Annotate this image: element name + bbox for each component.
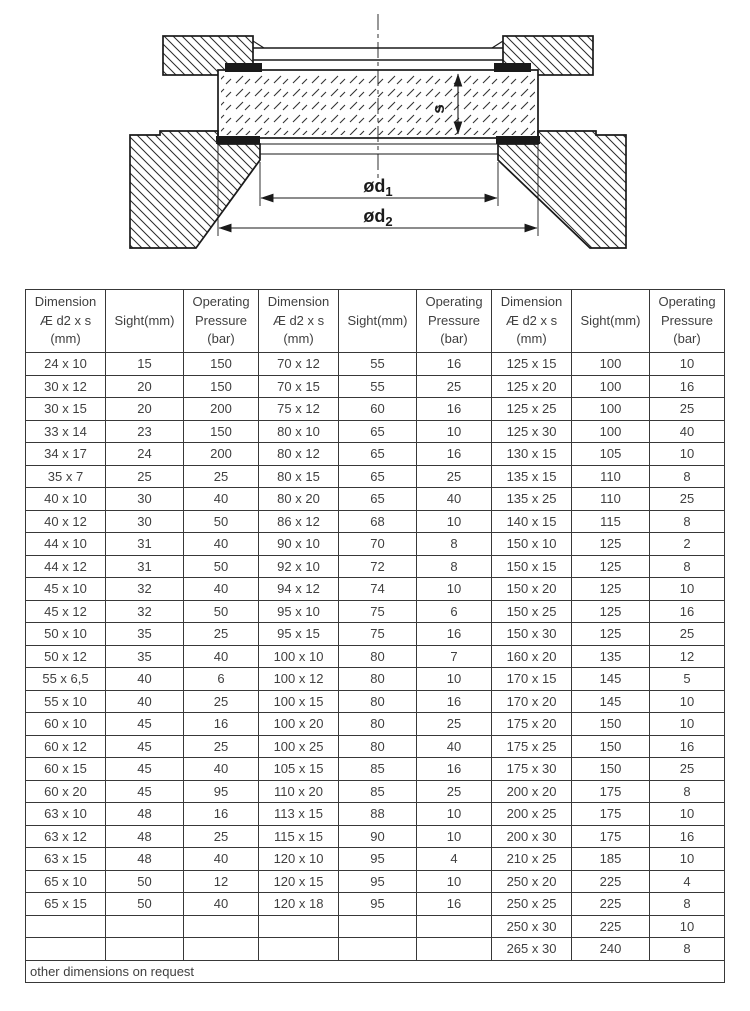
table-cell: 10 bbox=[417, 870, 492, 893]
table-cell bbox=[417, 915, 492, 938]
table-cell: 80 bbox=[339, 713, 417, 736]
table-cell: 16 bbox=[417, 758, 492, 781]
table-cell: 225 bbox=[572, 893, 650, 916]
table-cell: 5 bbox=[650, 668, 725, 691]
table-cell: 45 bbox=[106, 713, 184, 736]
table-cell: 125 bbox=[572, 600, 650, 623]
table-cell: 55 bbox=[339, 353, 417, 376]
table-cell: 100 x 15 bbox=[259, 690, 339, 713]
table-cell: 63 x 12 bbox=[26, 825, 106, 848]
table-cell: 34 x 17 bbox=[26, 443, 106, 466]
table-cell: 31 bbox=[106, 555, 184, 578]
table-cell: 48 bbox=[106, 848, 184, 871]
table-cell bbox=[259, 938, 339, 961]
table-cell: 16 bbox=[417, 893, 492, 916]
table-row bbox=[26, 690, 725, 713]
table-cell: 70 x 15 bbox=[259, 375, 339, 398]
table-cell: 25 bbox=[184, 825, 259, 848]
table-footer bbox=[26, 960, 725, 982]
table-cell: 32 bbox=[106, 600, 184, 623]
label-d2: $ød_2$ bbox=[363, 206, 393, 229]
table-row bbox=[26, 353, 725, 376]
table-cell: 100 x 25 bbox=[259, 735, 339, 758]
table-cell: 100 bbox=[572, 398, 650, 421]
table-cell: 175 bbox=[572, 825, 650, 848]
table-cell: 60 x 15 bbox=[26, 758, 106, 781]
table-cell: 80 x 20 bbox=[259, 488, 339, 511]
table-cell: 8 bbox=[650, 555, 725, 578]
table-cell: 80 x 15 bbox=[259, 465, 339, 488]
footer-row bbox=[26, 960, 725, 982]
table-cell: 125 x 15 bbox=[492, 353, 572, 376]
table-cell: 44 x 12 bbox=[26, 555, 106, 578]
table-cell: 8 bbox=[650, 510, 725, 533]
table-cell: 40 bbox=[184, 848, 259, 871]
table-cell: 115 x 15 bbox=[259, 825, 339, 848]
table-cell: 80 x 12 bbox=[259, 443, 339, 466]
table-cell: 150 x 25 bbox=[492, 600, 572, 623]
table-cell: 55 x 10 bbox=[26, 690, 106, 713]
table-cell: 25 bbox=[184, 465, 259, 488]
table-cell: 55 x 6,5 bbox=[26, 668, 106, 691]
table-row bbox=[26, 443, 725, 466]
table-cell: 130 x 15 bbox=[492, 443, 572, 466]
table-cell: 16 bbox=[184, 713, 259, 736]
table-cell: 225 bbox=[572, 870, 650, 893]
table-cell bbox=[184, 915, 259, 938]
table-cell: 35 bbox=[106, 645, 184, 668]
table-cell: 25 bbox=[184, 690, 259, 713]
table-cell: 100 x 12 bbox=[259, 668, 339, 691]
table-cell: 16 bbox=[650, 375, 725, 398]
table-row bbox=[26, 870, 725, 893]
table-cell: 10 bbox=[417, 420, 492, 443]
table-cell: 120 x 18 bbox=[259, 893, 339, 916]
table-cell: 185 bbox=[572, 848, 650, 871]
table-cell: 110 bbox=[572, 488, 650, 511]
table-cell: 10 bbox=[650, 443, 725, 466]
table-cell: 200 x 25 bbox=[492, 803, 572, 826]
table-cell: 150 bbox=[184, 353, 259, 376]
table-cell: 40 bbox=[650, 420, 725, 443]
table-cell bbox=[26, 915, 106, 938]
table-cell: 4 bbox=[417, 848, 492, 871]
table-cell: 30 x 12 bbox=[26, 375, 106, 398]
table-cell: 72 bbox=[339, 555, 417, 578]
table-cell: 94 x 12 bbox=[259, 578, 339, 601]
table-cell: 40 bbox=[184, 533, 259, 556]
table-cell: 25 bbox=[650, 398, 725, 421]
table-cell: 35 x 7 bbox=[26, 465, 106, 488]
table-cell: 10 bbox=[650, 353, 725, 376]
table-cell: 65 x 15 bbox=[26, 893, 106, 916]
table-cell: 10 bbox=[417, 803, 492, 826]
table-cell: 125 x 30 bbox=[492, 420, 572, 443]
table-cell: 10 bbox=[417, 668, 492, 691]
table-cell: 8 bbox=[650, 465, 725, 488]
table-cell: 135 x 15 bbox=[492, 465, 572, 488]
table-cell: 145 bbox=[572, 690, 650, 713]
table-cell bbox=[339, 938, 417, 961]
table-cell: 120 x 15 bbox=[259, 870, 339, 893]
table-cell: 150 bbox=[184, 420, 259, 443]
table-cell: 40 bbox=[184, 758, 259, 781]
table-cell: 10 bbox=[417, 825, 492, 848]
table-cell: 15 bbox=[106, 353, 184, 376]
table-row bbox=[26, 938, 725, 961]
table-cell: 60 x 20 bbox=[26, 780, 106, 803]
table-cell: 8 bbox=[650, 780, 725, 803]
table-cell: 31 bbox=[106, 533, 184, 556]
table-row bbox=[26, 803, 725, 826]
table-row bbox=[26, 668, 725, 691]
table-row bbox=[26, 780, 725, 803]
table-cell: 160 x 20 bbox=[492, 645, 572, 668]
table-row bbox=[26, 465, 725, 488]
table-row bbox=[26, 375, 725, 398]
table-cell: 63 x 15 bbox=[26, 848, 106, 871]
table-cell: 63 x 10 bbox=[26, 803, 106, 826]
table-cell: 80 bbox=[339, 690, 417, 713]
table-cell: 100 x 20 bbox=[259, 713, 339, 736]
table-cell: 10 bbox=[650, 848, 725, 871]
table-cell: 8 bbox=[417, 533, 492, 556]
table-cell: 40 bbox=[106, 690, 184, 713]
table-cell: 25 bbox=[417, 375, 492, 398]
table-cell: 48 bbox=[106, 825, 184, 848]
table-cell: 4 bbox=[650, 870, 725, 893]
table-cell: 70 x 12 bbox=[259, 353, 339, 376]
table-cell: 50 bbox=[184, 555, 259, 578]
table-row bbox=[26, 735, 725, 758]
table-cell: 50 bbox=[106, 870, 184, 893]
table-cell: 24 x 10 bbox=[26, 353, 106, 376]
table-cell: 45 bbox=[106, 735, 184, 758]
table-cell: 60 x 10 bbox=[26, 713, 106, 736]
table-cell: 175 x 20 bbox=[492, 713, 572, 736]
table-cell: 175 bbox=[572, 780, 650, 803]
table-row bbox=[26, 510, 725, 533]
table-cell: 100 bbox=[572, 375, 650, 398]
table-cell: 16 bbox=[417, 623, 492, 646]
table-cell: 60 bbox=[339, 398, 417, 421]
table-cell: 150 x 10 bbox=[492, 533, 572, 556]
table-cell: 12 bbox=[184, 870, 259, 893]
table-cell: 48 bbox=[106, 803, 184, 826]
table-cell: 95 x 15 bbox=[259, 623, 339, 646]
dimension-d1 bbox=[260, 162, 498, 206]
table-row bbox=[26, 555, 725, 578]
table-cell: 40 bbox=[106, 668, 184, 691]
table-row bbox=[26, 915, 725, 938]
col-header-dimension-3: Dimension Æ d2 x s (mm) bbox=[492, 290, 572, 353]
table-row bbox=[26, 848, 725, 871]
table-cell: 16 bbox=[417, 398, 492, 421]
table-cell: 80 bbox=[339, 735, 417, 758]
table-cell: 16 bbox=[184, 803, 259, 826]
table-cell bbox=[26, 938, 106, 961]
table-cell: 16 bbox=[650, 735, 725, 758]
table-cell: 210 x 25 bbox=[492, 848, 572, 871]
table-cell: 125 x 25 bbox=[492, 398, 572, 421]
table-cell: 90 x 10 bbox=[259, 533, 339, 556]
table-cell: 150 bbox=[572, 758, 650, 781]
table-cell: 125 x 20 bbox=[492, 375, 572, 398]
table-cell: 32 bbox=[106, 578, 184, 601]
table-cell: 8 bbox=[417, 555, 492, 578]
table-row bbox=[26, 713, 725, 736]
table-cell: 86 x 12 bbox=[259, 510, 339, 533]
table-cell: 10 bbox=[417, 510, 492, 533]
table-cell: 150 bbox=[572, 713, 650, 736]
table-cell: 250 x 30 bbox=[492, 915, 572, 938]
table-cell: 35 bbox=[106, 623, 184, 646]
table-cell: 265 x 30 bbox=[492, 938, 572, 961]
table-row bbox=[26, 398, 725, 421]
table-cell: 100 bbox=[572, 420, 650, 443]
col-header-pressure-3: Operating Pressure (bar) bbox=[650, 290, 725, 353]
table-cell: 40 x 10 bbox=[26, 488, 106, 511]
table-row bbox=[26, 825, 725, 848]
table-cell: 45 x 12 bbox=[26, 600, 106, 623]
table-cell: 200 bbox=[184, 398, 259, 421]
table-cell: 10 bbox=[650, 713, 725, 736]
table-cell bbox=[339, 915, 417, 938]
table-row bbox=[26, 758, 725, 781]
col-header-pressure-1: Operating Pressure (bar) bbox=[184, 290, 259, 353]
table-cell: 95 bbox=[339, 870, 417, 893]
table-cell: 20 bbox=[106, 398, 184, 421]
table-cell: 140 x 15 bbox=[492, 510, 572, 533]
table-cell: 40 bbox=[417, 488, 492, 511]
table-cell: 40 bbox=[417, 735, 492, 758]
table-cell: 135 x 25 bbox=[492, 488, 572, 511]
table-cell: 25 bbox=[417, 780, 492, 803]
table-cell: 16 bbox=[417, 353, 492, 376]
table-body bbox=[26, 353, 725, 961]
table-cell: 6 bbox=[417, 600, 492, 623]
table-cell: 175 x 25 bbox=[492, 735, 572, 758]
table-cell: 150 x 20 bbox=[492, 578, 572, 601]
table-cell: 8 bbox=[650, 893, 725, 916]
table-cell: 80 x 10 bbox=[259, 420, 339, 443]
table-row bbox=[26, 623, 725, 646]
table-cell: 65 bbox=[339, 488, 417, 511]
table-cell: 250 x 20 bbox=[492, 870, 572, 893]
table-cell: 175 bbox=[572, 803, 650, 826]
table-cell: 50 bbox=[106, 893, 184, 916]
table-cell: 80 bbox=[339, 645, 417, 668]
table-cell: 25 bbox=[650, 623, 725, 646]
table-cell: 120 x 10 bbox=[259, 848, 339, 871]
table-cell: 44 x 10 bbox=[26, 533, 106, 556]
table-cell: 240 bbox=[572, 938, 650, 961]
table-cell: 95 x 10 bbox=[259, 600, 339, 623]
table-cell: 150 x 30 bbox=[492, 623, 572, 646]
table-cell: 50 x 12 bbox=[26, 645, 106, 668]
table-cell: 150 x 15 bbox=[492, 555, 572, 578]
table-row bbox=[26, 578, 725, 601]
table-row bbox=[26, 600, 725, 623]
table-cell: 40 bbox=[184, 578, 259, 601]
table-cell: 95 bbox=[339, 848, 417, 871]
table-cell: 50 bbox=[184, 510, 259, 533]
table-cell: 200 x 30 bbox=[492, 825, 572, 848]
dimensions-table bbox=[25, 289, 725, 983]
table-cell: 125 bbox=[572, 555, 650, 578]
table-cell: 105 bbox=[572, 443, 650, 466]
table-cell bbox=[259, 915, 339, 938]
table-cell: 250 x 25 bbox=[492, 893, 572, 916]
table-cell: 95 bbox=[184, 780, 259, 803]
sight-glass-diagram bbox=[100, 8, 656, 260]
table-cell: 12 bbox=[650, 645, 725, 668]
table-cell: 105 x 15 bbox=[259, 758, 339, 781]
table-cell: 65 bbox=[339, 420, 417, 443]
table-cell: 68 bbox=[339, 510, 417, 533]
table-cell: 2 bbox=[650, 533, 725, 556]
table-cell: 25 bbox=[417, 465, 492, 488]
label-s: s bbox=[429, 104, 448, 114]
table-cell: 74 bbox=[339, 578, 417, 601]
table-cell: 113 x 15 bbox=[259, 803, 339, 826]
table-cell: 75 bbox=[339, 623, 417, 646]
table-cell: 150 bbox=[572, 735, 650, 758]
header-row bbox=[26, 290, 725, 353]
table-cell: 16 bbox=[417, 443, 492, 466]
table-cell: 25 bbox=[417, 713, 492, 736]
table-cell: 20 bbox=[106, 375, 184, 398]
table-cell bbox=[106, 915, 184, 938]
col-header-sight-3: Sight(mm) bbox=[572, 290, 650, 353]
table-cell: 33 x 14 bbox=[26, 420, 106, 443]
table-cell: 6 bbox=[184, 668, 259, 691]
table-cell: 45 bbox=[106, 780, 184, 803]
table-row bbox=[26, 645, 725, 668]
footer-note: other dimensions on request bbox=[26, 960, 725, 982]
table-cell: 125 bbox=[572, 533, 650, 556]
table-cell: 92 x 10 bbox=[259, 555, 339, 578]
table-cell: 90 bbox=[339, 825, 417, 848]
table-cell bbox=[184, 938, 259, 961]
table-cell: 50 x 10 bbox=[26, 623, 106, 646]
table-cell bbox=[417, 938, 492, 961]
col-header-pressure-2: Operating Pressure (bar) bbox=[417, 290, 492, 353]
table-cell: 135 bbox=[572, 645, 650, 668]
table-header bbox=[26, 290, 725, 353]
table-cell: 200 x 20 bbox=[492, 780, 572, 803]
table-cell: 45 x 10 bbox=[26, 578, 106, 601]
table-cell: 30 x 15 bbox=[26, 398, 106, 421]
table-cell: 10 bbox=[650, 690, 725, 713]
table-cell: 24 bbox=[106, 443, 184, 466]
table-cell: 110 bbox=[572, 465, 650, 488]
table-cell: 65 bbox=[339, 443, 417, 466]
table-cell: 16 bbox=[650, 825, 725, 848]
table-cell: 170 x 15 bbox=[492, 668, 572, 691]
table-cell: 30 bbox=[106, 510, 184, 533]
table-cell: 95 bbox=[339, 893, 417, 916]
table-cell: 200 bbox=[184, 443, 259, 466]
table-cell: 150 bbox=[184, 375, 259, 398]
table-cell: 10 bbox=[650, 803, 725, 826]
table-cell: 25 bbox=[184, 623, 259, 646]
table-cell bbox=[106, 938, 184, 961]
table-row bbox=[26, 420, 725, 443]
table-cell: 60 x 12 bbox=[26, 735, 106, 758]
table-cell: 80 bbox=[339, 668, 417, 691]
table-cell: 8 bbox=[650, 938, 725, 961]
table-cell: 125 bbox=[572, 623, 650, 646]
table-cell: 40 x 12 bbox=[26, 510, 106, 533]
table-cell: 70 bbox=[339, 533, 417, 556]
table-cell: 100 bbox=[572, 353, 650, 376]
table-cell: 45 bbox=[106, 758, 184, 781]
table-cell: 16 bbox=[417, 690, 492, 713]
table-cell: 55 bbox=[339, 375, 417, 398]
table-cell: 75 x 12 bbox=[259, 398, 339, 421]
table-cell: 115 bbox=[572, 510, 650, 533]
table-cell: 75 bbox=[339, 600, 417, 623]
table-row bbox=[26, 488, 725, 511]
table-cell: 170 x 20 bbox=[492, 690, 572, 713]
table-cell: 50 bbox=[184, 600, 259, 623]
table-cell: 23 bbox=[106, 420, 184, 443]
table-cell: 40 bbox=[184, 488, 259, 511]
table-cell: 125 bbox=[572, 578, 650, 601]
table-cell: 225 bbox=[572, 915, 650, 938]
table-cell: 100 x 10 bbox=[259, 645, 339, 668]
table-cell: 85 bbox=[339, 780, 417, 803]
table-cell: 10 bbox=[417, 578, 492, 601]
table-cell: 25 bbox=[184, 735, 259, 758]
table-cell: 145 bbox=[572, 668, 650, 691]
table-row bbox=[26, 893, 725, 916]
table-cell: 110 x 20 bbox=[259, 780, 339, 803]
table-cell: 10 bbox=[650, 915, 725, 938]
table-cell: 65 x 10 bbox=[26, 870, 106, 893]
table-row bbox=[26, 533, 725, 556]
col-header-sight-2: Sight(mm) bbox=[339, 290, 417, 353]
label-d1: $ød_1$ bbox=[363, 176, 393, 199]
table-cell: 10 bbox=[650, 578, 725, 601]
table-cell: 175 x 30 bbox=[492, 758, 572, 781]
table-cell: 25 bbox=[106, 465, 184, 488]
table-cell: 30 bbox=[106, 488, 184, 511]
table-cell: 7 bbox=[417, 645, 492, 668]
table-cell: 16 bbox=[650, 600, 725, 623]
table-cell: 88 bbox=[339, 803, 417, 826]
table-cell: 25 bbox=[650, 488, 725, 511]
table-cell: 40 bbox=[184, 645, 259, 668]
col-header-dimension-2: Dimension Æ d2 x s (mm) bbox=[259, 290, 339, 353]
table-cell: 25 bbox=[650, 758, 725, 781]
col-header-dimension-1: Dimension Æ d2 x s (mm) bbox=[26, 290, 106, 353]
table-cell: 40 bbox=[184, 893, 259, 916]
col-header-sight-1: Sight(mm) bbox=[106, 290, 184, 353]
table-cell: 65 bbox=[339, 465, 417, 488]
table-cell: 85 bbox=[339, 758, 417, 781]
